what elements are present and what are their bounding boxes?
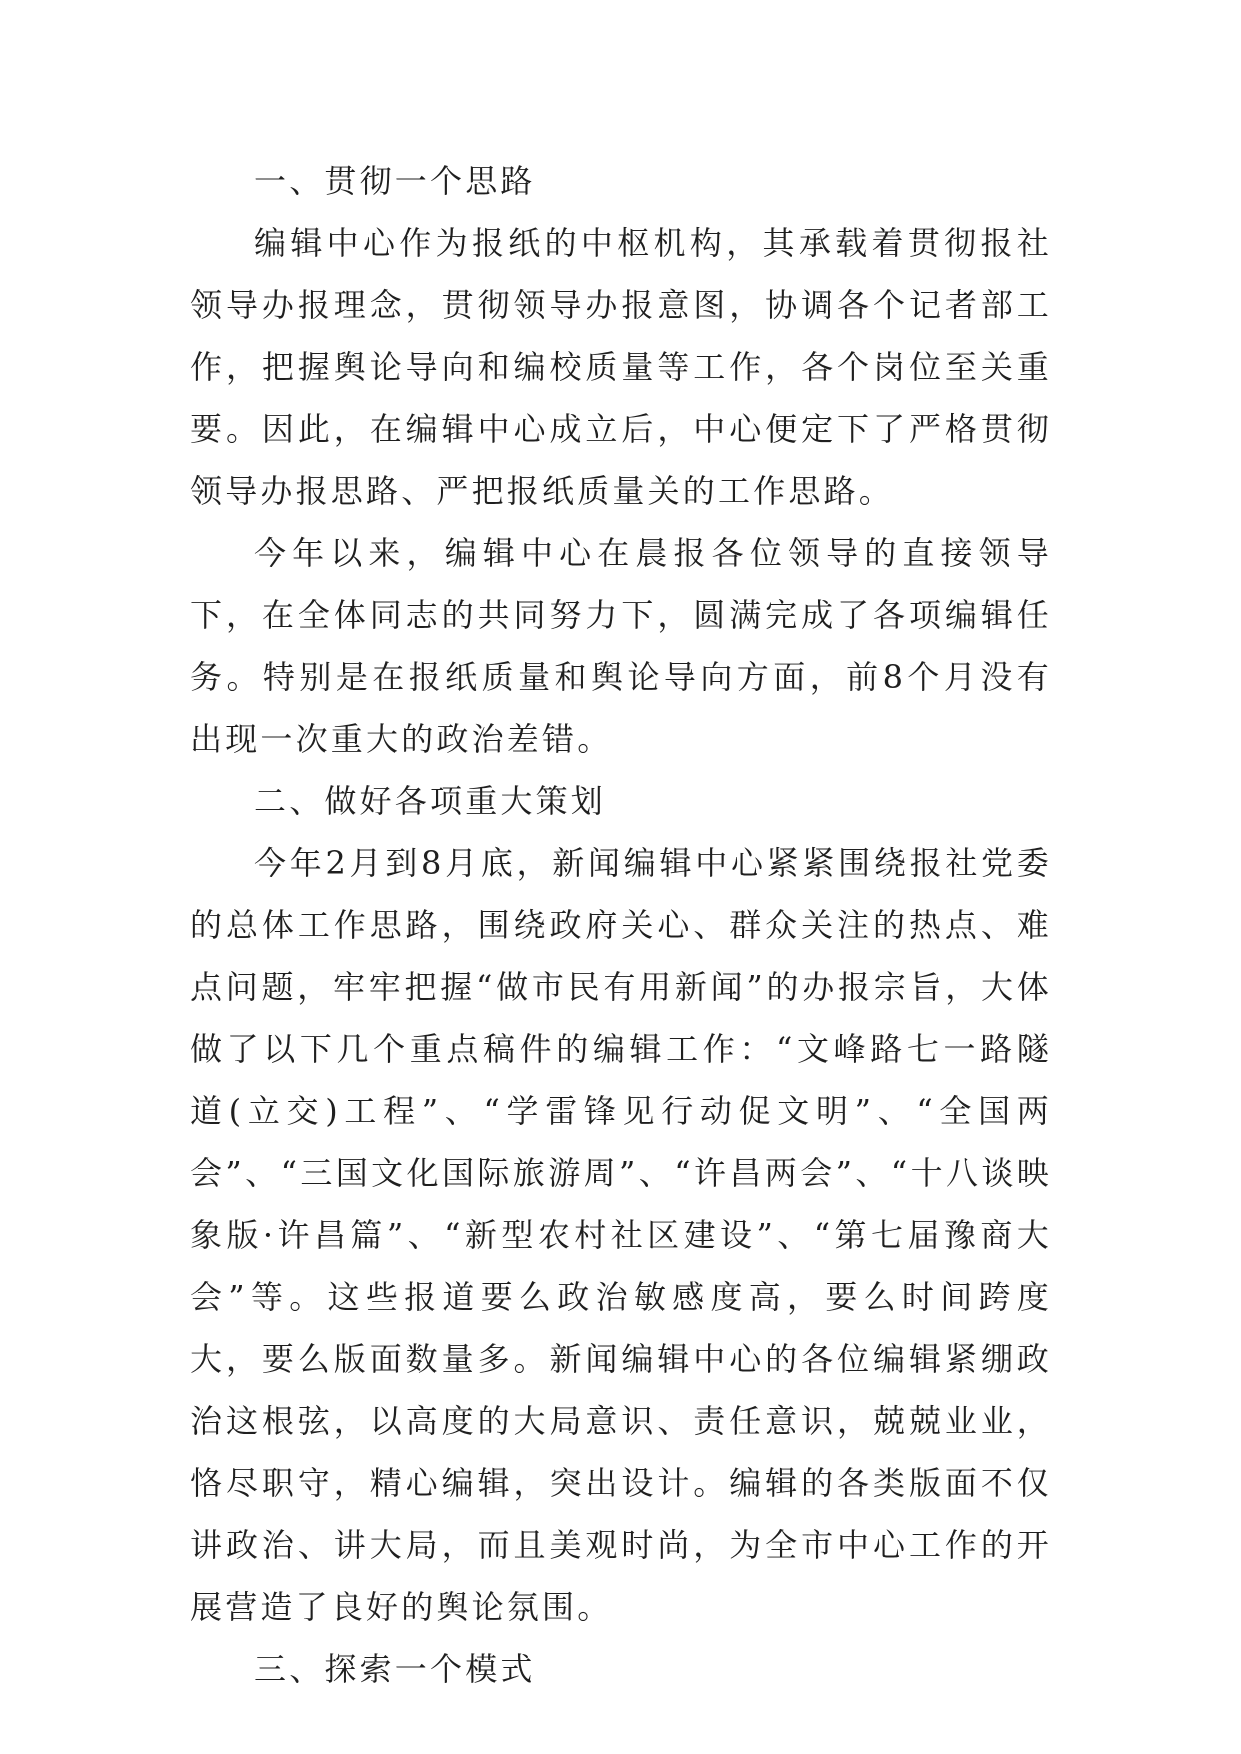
section-heading-1: 一、贯彻一个思路 <box>254 162 536 200</box>
body-paragraph-2: 今年以来，编辑中心在晨报各位领导的直接领导下，在全体同志的共同努力下，圆满完成了各项编辑任务。特别是在报纸质量和舆论导向方面，前8个月没有出现一次重大的政治差错。 <box>190 534 1052 758</box>
body-paragraph-1: 编辑中心作为报纸的中枢机构，其承载着贯彻报社领导办报理念，贯彻领导办报意图，协调各个记者部工作，把握舆论导向和编校质量等工作，各个岗位至关重要。因此，在编辑中心成立后，中心便定下了严格贯彻领导办报思路、严把报纸质量关的工作思路。 <box>190 224 1052 510</box>
body-paragraph-3: 今年2月到8月底，新闻编辑中心紧紧围绕报社党委的总体工作思路，围绕政府关心、群众关注的热点、难点问题，牢牢把握“做市民有用新闻”的办报宗旨，大体做了以下几个重点稿件的编辑工作：“文峰路七一路隧道(立交)工程”、“学雷锋见行动促文明”、“全国两会”、“三国文化国际旅游周”、“许昌两会”、“十八谈映象版·许昌篇”、“新型农村社区建设”、“第七届豫商大会”等。这些报道要么政治敏感度高，要么时间跨度大，要么版面数量多。新闻编辑中心的各位编辑紧绷政治这根弦，以高度的大局意识、责任意识，兢兢业业，恪尽职守，精心编辑，突出设计。编辑的各类版面不仅讲政治、讲大局，而且美观时尚，为全市中心工作的开展营造了良好的舆论氛围。 <box>190 844 1052 1626</box>
section-heading-3: 三、探索一个模式 <box>254 1650 536 1688</box>
section-heading-2: 二、做好各项重大策划 <box>254 782 607 820</box>
document-body <box>190 150 1052 1700</box>
